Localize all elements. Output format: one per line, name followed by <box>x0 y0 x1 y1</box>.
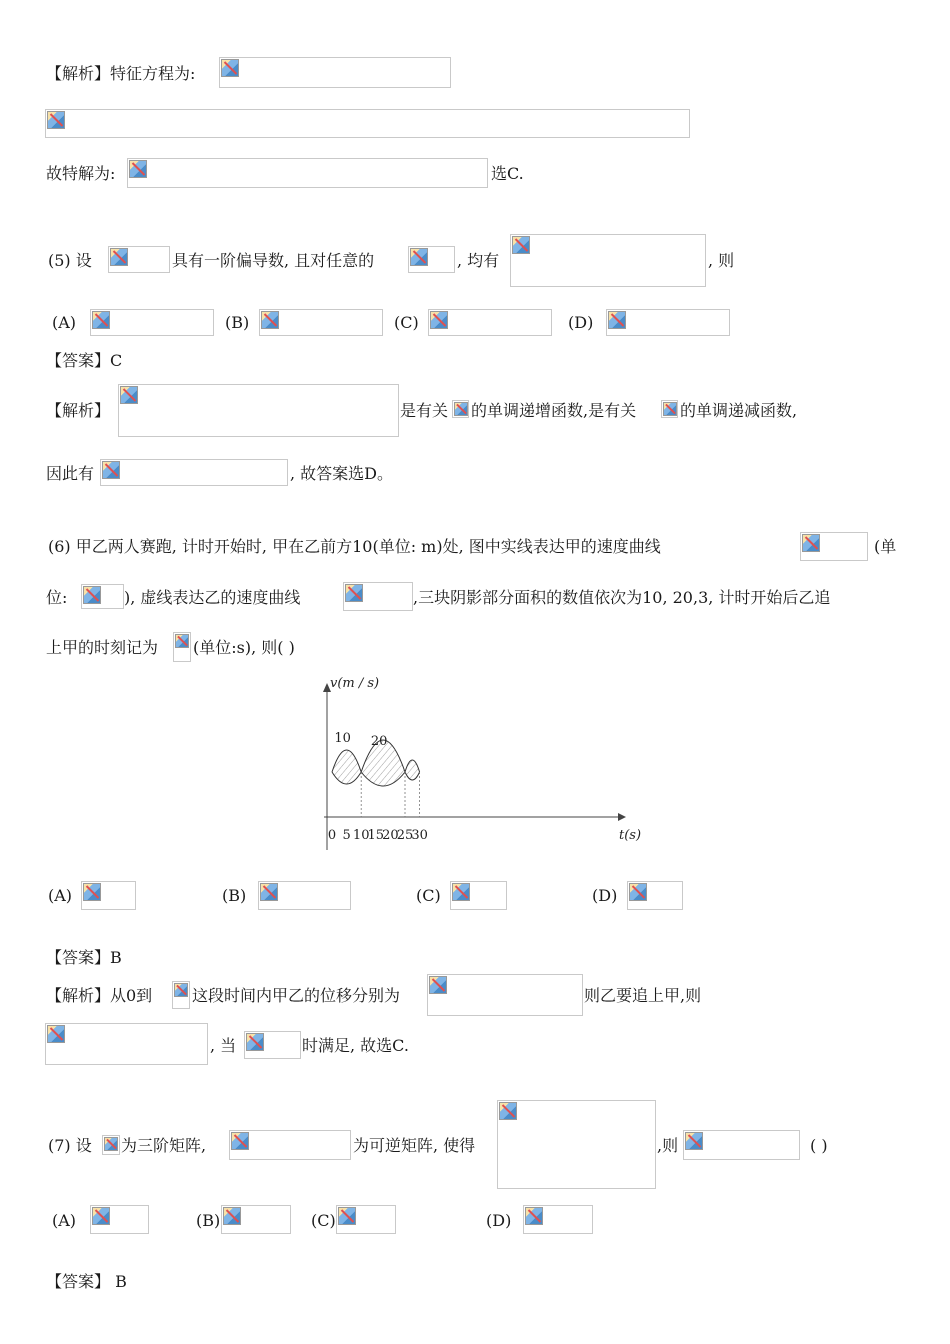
x-tick-label: 25 <box>396 828 414 843</box>
choose-c-text: 选C. <box>491 164 524 183</box>
formula-image <box>428 309 552 336</box>
q6-text: ,三块阴影部分面积的数值依次为10, 20,3, 计时开始后乙追 <box>413 588 831 607</box>
q5-option-c-label: (C) <box>394 313 419 332</box>
velocity-time-chart <box>300 668 650 858</box>
formula-image <box>606 309 730 336</box>
q5-text: , 则 <box>708 251 735 270</box>
formula-image <box>259 309 383 336</box>
formula-image <box>800 532 868 561</box>
q6-analysis: 时满足, 故选C. <box>302 1036 409 1055</box>
q6-option-b-label: (B) <box>222 886 247 905</box>
formula-image <box>90 1205 149 1234</box>
q6-option-a-label: (A) <box>48 886 73 905</box>
x-tick-label: 5 <box>342 828 351 843</box>
formula-image <box>661 400 678 418</box>
x-tick-label: 30 <box>411 828 428 843</box>
x-axis-label: t(s) <box>619 828 642 843</box>
q7-paren: ( ) <box>810 1136 828 1155</box>
formula-image <box>452 400 469 418</box>
q7-option-c-label: (C) <box>311 1211 336 1230</box>
formula-image <box>102 1135 120 1155</box>
formula-image <box>81 584 124 609</box>
formula-image <box>81 881 136 910</box>
q7-option-d-label: (D) <box>486 1211 512 1230</box>
q5-option-b-label: (B) <box>225 313 250 332</box>
formula-image <box>173 632 191 662</box>
formula-image <box>510 234 706 287</box>
formula-image <box>427 974 583 1016</box>
q5-analysis-text: 的单调递增函数,是有关 <box>471 401 637 420</box>
x-axis-arrow <box>618 813 626 821</box>
q6-text: (单 <box>874 537 897 556</box>
q6-analysis: 【解析】从0到 <box>46 986 153 1005</box>
q6-analysis: 这段时间内甲乙的位移分别为 <box>192 986 401 1005</box>
shaded-region <box>332 750 361 784</box>
formula-image <box>627 881 683 910</box>
q5-text: , 均有 <box>457 251 500 270</box>
formula-image <box>683 1130 800 1160</box>
q6-analysis: 则乙要追上甲,则 <box>584 986 702 1005</box>
q5-prefix: (5) 设 <box>48 251 92 270</box>
formula-image <box>523 1205 593 1234</box>
formula-image <box>127 158 488 188</box>
q5-conclusion: , 故答案选D。 <box>290 464 394 483</box>
formula-image <box>497 1100 656 1189</box>
formula-image <box>343 582 413 611</box>
q7-text: 为可逆矩阵, 使得 <box>353 1136 476 1155</box>
q6-text: ), 虚线表达乙的速度曲线 <box>124 588 301 607</box>
formula-image <box>221 1205 291 1234</box>
q5-analysis-text: 是有关 <box>400 401 449 420</box>
q7-text: ,则 <box>657 1136 679 1155</box>
formula-image <box>172 981 190 1009</box>
q5-option-d-label: (D) <box>568 313 594 332</box>
q6-option-d-label: (D) <box>592 886 618 905</box>
q6-text: 上甲的时刻记为 <box>46 638 159 657</box>
q6-analysis: , 当 <box>210 1036 237 1055</box>
formula-image <box>108 246 170 273</box>
area-label: 20 <box>370 734 388 749</box>
formula-image <box>336 1205 396 1234</box>
formula-image <box>229 1130 351 1160</box>
formula-image <box>90 309 214 336</box>
q5-analysis-text: 的单调递减函数, <box>680 401 798 420</box>
q6-text: (6) 甲乙两人赛跑, 计时开始时, 甲在乙前方10(单位: m)处, 图中实线表达甲的速度曲线 <box>48 537 661 556</box>
q6-option-c-label: (C) <box>416 886 441 905</box>
q5-answer: 【答案】C <box>46 351 123 370</box>
formula-image <box>45 109 690 138</box>
analysis-label: 【解析】特征方程为: <box>46 64 196 83</box>
q6-answer: 【答案】B <box>46 948 122 967</box>
formula-image <box>219 57 451 88</box>
formula-image <box>258 881 351 910</box>
formula-image <box>450 881 507 910</box>
q7-prefix: (7) 设 <box>48 1136 92 1155</box>
formula-image <box>45 1023 208 1065</box>
formula-image <box>100 459 288 486</box>
formula-image <box>244 1031 301 1059</box>
q5-analysis-label: 【解析】 <box>46 401 111 420</box>
q6-text: 位: <box>46 588 68 607</box>
q7-option-a-label: (A) <box>52 1211 77 1230</box>
formula-image <box>118 384 399 437</box>
q7-option-b-label: (B) <box>196 1211 221 1230</box>
area-label: 10 <box>334 731 351 746</box>
q7-answer: 【答案】 B <box>46 1272 127 1291</box>
formula-image <box>408 246 455 273</box>
y-axis-label: v(m / s) <box>330 676 380 691</box>
q5-text: 具有一阶偏导数, 且对任意的 <box>172 251 375 270</box>
q6-text: (单位:s), 则( ) <box>193 638 295 657</box>
q7-text: 为三阶矩阵, <box>121 1136 207 1155</box>
x-tick-label: 20 <box>382 828 399 843</box>
x-tick-label: 10 <box>352 828 370 843</box>
shaded-region <box>405 760 420 780</box>
q5-therefore: 因此有 <box>46 464 95 483</box>
x-tick-label: 15 <box>367 828 385 843</box>
special-solution-label: 故特解为: <box>46 164 116 183</box>
x-tick-label: 0 <box>327 828 337 843</box>
q5-option-a-label: (A) <box>52 313 77 332</box>
